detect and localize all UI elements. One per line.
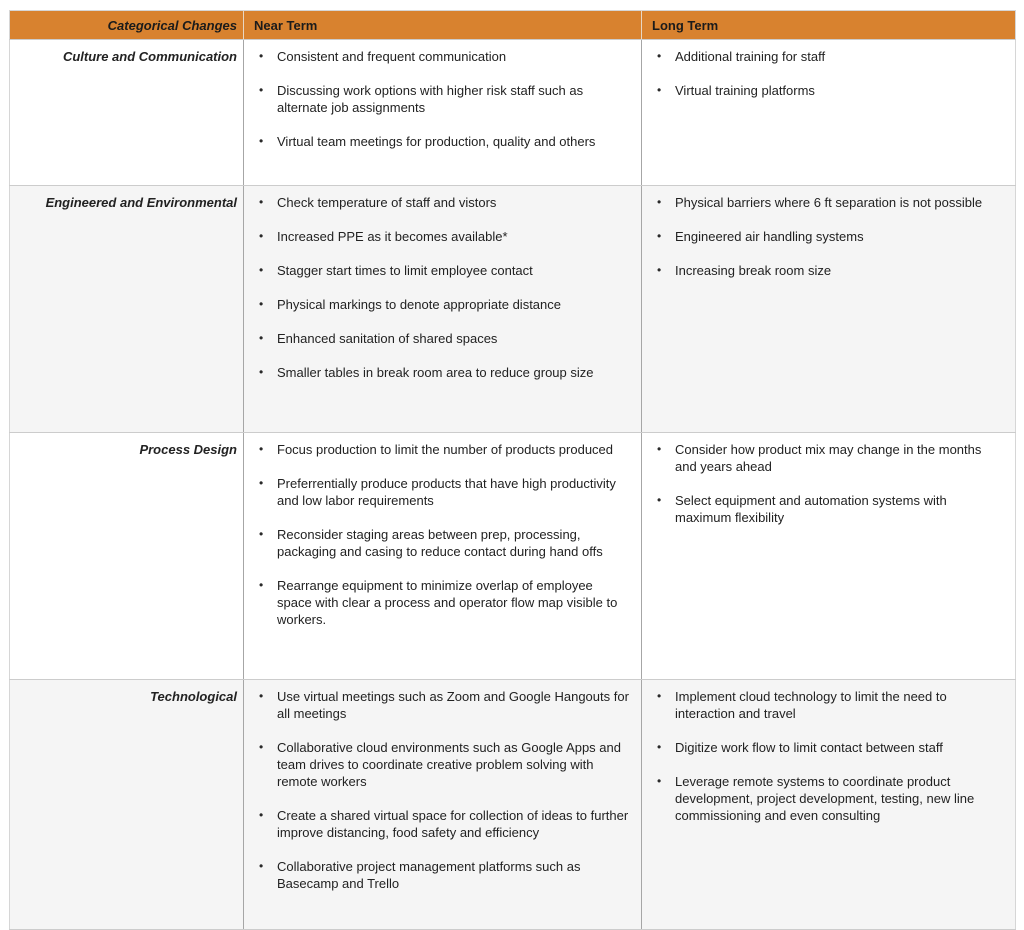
bullet-icon: • xyxy=(259,331,264,345)
bullet-text: Collaborative project management platforms such as Basecamp and Trello xyxy=(277,859,581,891)
bullet-icon: • xyxy=(259,49,264,63)
bullet-text: Additional training for staff xyxy=(675,49,826,64)
bullet-text: Implement cloud technology to limit the need to interaction and travel xyxy=(675,689,947,721)
bullet-icon: • xyxy=(657,442,662,456)
bullet-icon: • xyxy=(259,263,264,277)
bullet-text: Select equipment and automation systems with maximum flexibility xyxy=(675,493,947,525)
bullet-text: Use virtual meetings such as Zoom and Google Hangouts for all meetings xyxy=(277,689,629,721)
bullet-icon: • xyxy=(259,229,264,243)
table-header xyxy=(10,11,1016,40)
bullet-text: Preferrentially produce products that have high productivity and low labor requirements xyxy=(277,476,616,508)
header-categorical-changes: Categorical Changes xyxy=(10,11,244,40)
bullet-item xyxy=(642,492,1005,526)
bullet-item xyxy=(244,807,631,841)
category-cell: Engineered and Environmental xyxy=(10,186,244,433)
header-near-term: Near Term xyxy=(244,11,642,40)
bullet-item xyxy=(244,475,631,509)
bullet-text: Smaller tables in break room area to reduce group size xyxy=(277,365,594,380)
near-term-cell xyxy=(244,186,642,433)
category-cell: Technological xyxy=(10,680,244,930)
bullet-icon: • xyxy=(657,229,662,243)
bullet-text: Rearrange equipment to minimize overlap of employee space with clear a process and operator flow map visible to workers. xyxy=(277,578,618,627)
bullet-item xyxy=(244,133,631,150)
bullet-text: Focus production to limit the number of products produced xyxy=(277,442,614,457)
bullet-item xyxy=(244,526,631,560)
long-term-cell xyxy=(642,186,1016,433)
bullet-item xyxy=(244,82,631,116)
bullet-text: Enhanced sanitation of shared spaces xyxy=(277,331,498,346)
bullet-text: Check temperature of staff and vistors xyxy=(277,195,497,210)
bullet-text: Leverage remote systems to coordinate product development, project development, testing, new line commissioning and even consulting xyxy=(675,774,975,823)
table-row xyxy=(10,433,1016,680)
bullet-icon: • xyxy=(259,740,264,754)
bullet-icon: • xyxy=(259,808,264,822)
bullet-item xyxy=(244,739,631,790)
bullet-text: Digitize work flow to limit contact between staff xyxy=(675,740,943,755)
bullet-icon: • xyxy=(657,263,662,277)
bullet-icon: • xyxy=(259,689,264,703)
bullet-icon: • xyxy=(657,195,662,209)
category-cell: Process Design xyxy=(10,433,244,680)
bullet-icon: • xyxy=(657,49,662,63)
bullet-text: Increased PPE as it becomes available* xyxy=(277,229,508,244)
category-cell: Culture and Communication xyxy=(10,40,244,186)
bullet-icon: • xyxy=(259,134,264,148)
bullet-item xyxy=(642,82,1005,99)
bullet-item xyxy=(642,228,1005,245)
bullet-icon: • xyxy=(259,578,264,592)
long-term-cell xyxy=(642,680,1016,930)
bullet-text: Reconsider staging areas between prep, processing, packaging and casing to reduce contact during hand offs xyxy=(277,527,603,559)
bullet-item xyxy=(244,577,631,628)
table-row xyxy=(10,680,1016,930)
header-long-term: Long Term xyxy=(642,11,1016,40)
bullet-item xyxy=(642,688,1005,722)
bullet-icon: • xyxy=(657,83,662,97)
bullet-item xyxy=(244,228,631,245)
long-term-cell xyxy=(642,433,1016,680)
bullet-item xyxy=(642,739,1005,756)
bullet-icon: • xyxy=(259,476,264,490)
bullet-item xyxy=(642,194,1005,211)
bullet-text: Discussing work options with higher risk staff such as alternate job assignments xyxy=(277,83,584,115)
bullet-item xyxy=(244,262,631,279)
near-term-cell xyxy=(244,40,642,186)
near-term-cell xyxy=(244,680,642,930)
bullet-icon: • xyxy=(259,297,264,311)
table-row xyxy=(10,186,1016,433)
near-term-cell xyxy=(244,433,642,680)
bullet-item xyxy=(642,773,1005,824)
bullet-text: Consider how product mix may change in the months and years ahead xyxy=(675,442,982,474)
bullet-item xyxy=(642,262,1005,279)
bullet-text: Engineered air handling systems xyxy=(675,229,864,244)
bullet-icon: • xyxy=(259,527,264,541)
bullet-item xyxy=(244,364,631,381)
bullet-text: Create a shared virtual space for collection of ideas to further improve distancing, food safety and efficiency xyxy=(277,808,629,840)
bullet-item xyxy=(244,194,631,211)
bullet-icon: • xyxy=(259,859,264,873)
bullet-item xyxy=(244,48,631,65)
bullet-icon: • xyxy=(657,740,662,754)
bullet-text: Consistent and frequent communication xyxy=(277,49,507,64)
bullet-item xyxy=(244,688,631,722)
bullet-icon: • xyxy=(259,83,264,97)
bullet-icon: • xyxy=(657,493,662,507)
bullet-icon: • xyxy=(657,774,662,788)
table-row xyxy=(10,40,1016,186)
bullet-icon: • xyxy=(259,442,264,456)
bullet-item xyxy=(244,858,631,892)
bullet-icon: • xyxy=(657,689,662,703)
bullet-text: Virtual training platforms xyxy=(675,83,815,98)
header-row xyxy=(10,11,1016,40)
bullet-text: Physical barriers where 6 ft separation is not possible xyxy=(675,195,983,210)
bullet-item xyxy=(642,441,1005,475)
bullet-text: Stagger start times to limit employee contact xyxy=(277,263,533,278)
bullet-text: Virtual team meetings for production, quality and others xyxy=(277,134,596,149)
bullet-text: Increasing break room size xyxy=(675,263,832,278)
bullet-item xyxy=(244,330,631,347)
categorical-changes-table xyxy=(9,10,1016,930)
bullet-text: Collaborative cloud environments such as Google Apps and team drives to coordinate creative problem solving with remote workers xyxy=(277,740,621,789)
bullet-icon: • xyxy=(259,195,264,209)
bullet-item xyxy=(244,296,631,313)
bullet-item xyxy=(642,48,1005,65)
bullet-item xyxy=(244,441,631,458)
table-body xyxy=(10,40,1016,930)
bullet-icon: • xyxy=(259,365,264,379)
long-term-cell xyxy=(642,40,1016,186)
bullet-text: Physical markings to denote appropriate distance xyxy=(277,297,561,312)
